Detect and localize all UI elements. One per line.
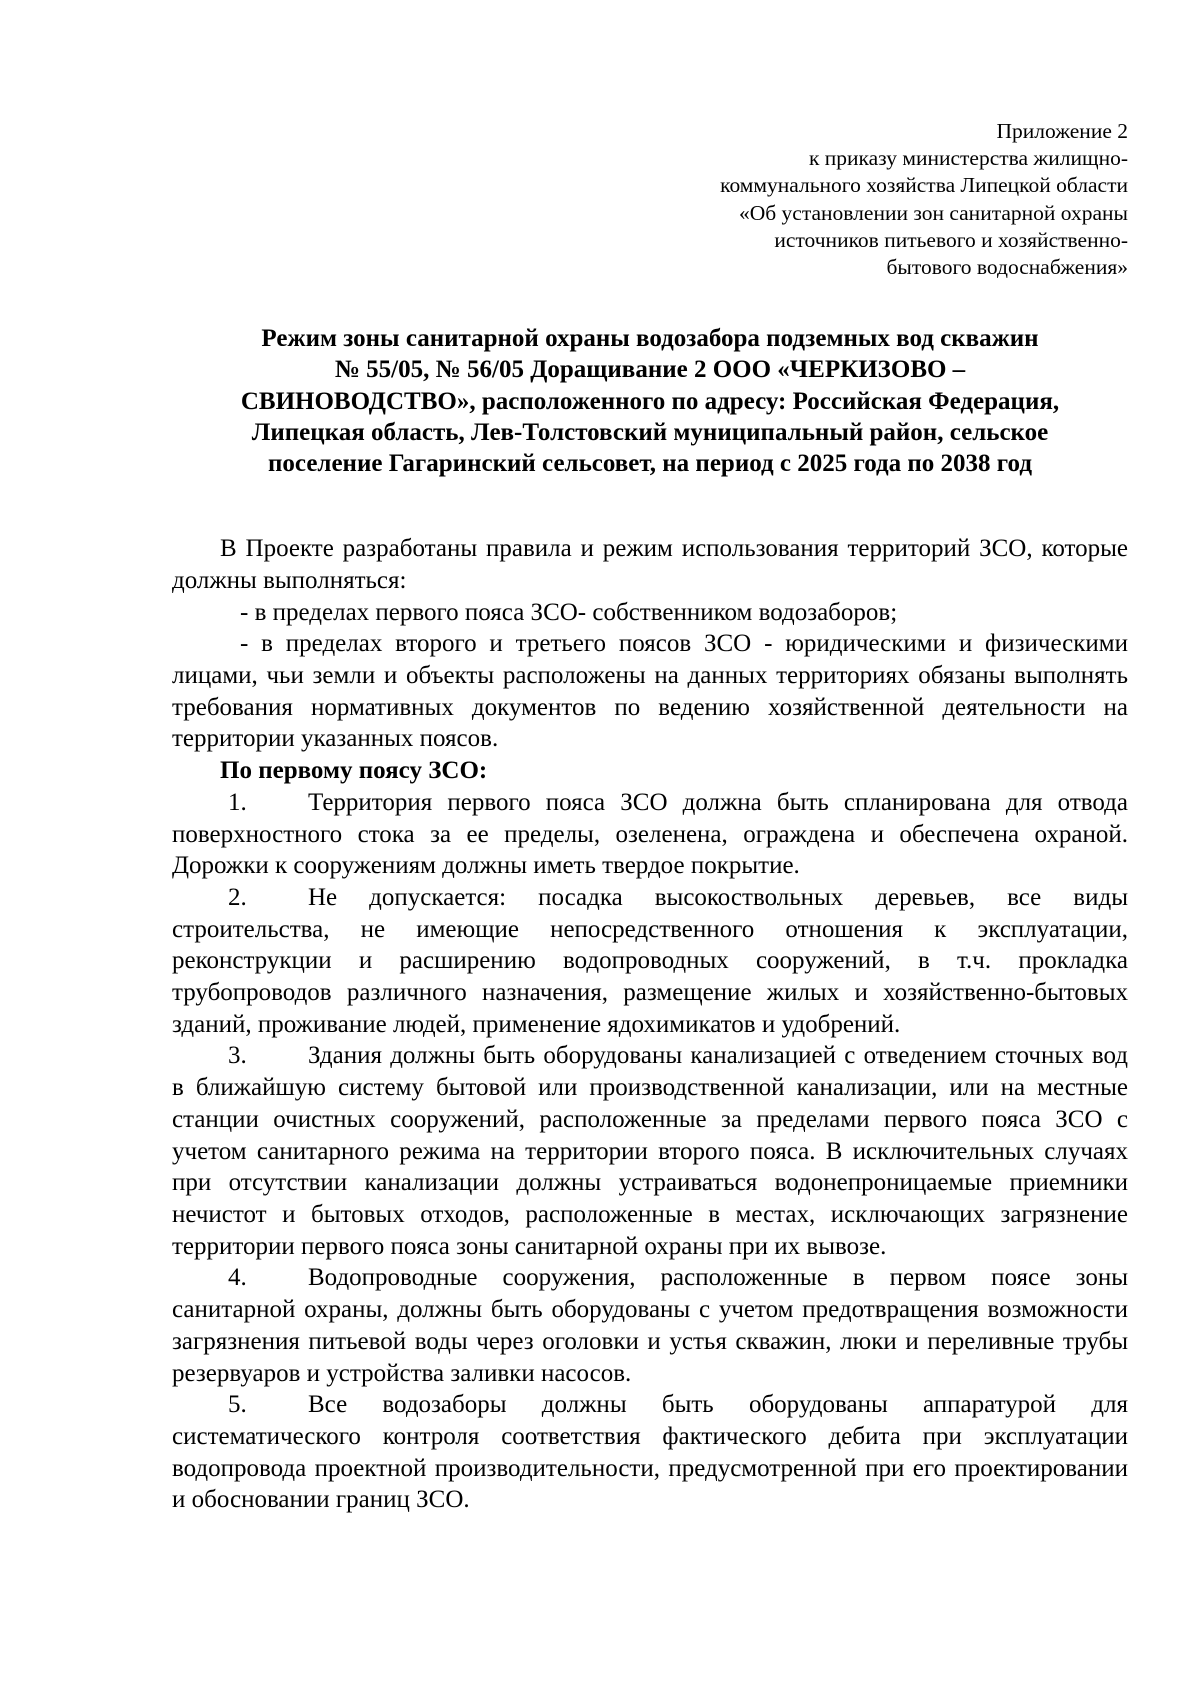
attachment-line: «Об установлении зон санитарной охраны bbox=[738, 200, 1128, 225]
numbered-item bbox=[172, 1262, 1128, 1389]
numbered-item bbox=[172, 882, 1128, 1041]
item-number: 2. bbox=[228, 883, 247, 911]
title-line: Режим зоны санитарной охраны водозабора подземных вод скважин bbox=[261, 325, 1039, 353]
item-text: Здания должны быть оборудованы канализацией с отведением сточных вод в ближайшую систему бытовой или производственной канализации, или на местные станции очистных сооружений, расположенные за пределами первого пояса ЗСО с учетом санитарного режима на территории второго пояса. В исключительных случаях при отсутствии канализации должны устраиваться водонепроницаемые приемники нечистот и бытовых отходов, расположенные в местах, исключающих загрязнение территории первого пояса зоны санитарной охраны при их вывозе. bbox=[172, 1042, 1128, 1260]
item-text: Водопроводные сооружения, расположенные в первом поясе зоны санитарной охраны, должны быть оборудованы с учетом предотвращения возможности загрязнения питьевой воды через оголовки и устья скважин, люки и переливные трубы резервуаров и устройства заливки насосов. bbox=[172, 1264, 1128, 1387]
attachment-line: источников питьевого и хозяйственно- bbox=[774, 227, 1128, 252]
title-line: Липецкая область, Лев-Толстовский муниципальный район, сельское bbox=[251, 418, 1049, 446]
item-number: 5. bbox=[228, 1391, 247, 1419]
title-line: № 55/05, № 56/05 Доращивание 2 ООО «ЧЕРКИЗОВО – bbox=[334, 356, 966, 384]
item-text: Не допускается: посадка высокоствольных деревьев, все виды строительства, не имеющие непосредственного отношения к эксплуатации, реконструкции и расширению водопроводных сооружений, в т.ч. прокладка трубопроводов различного назначения, размещение жилых и хозяйственно-бытовых зданий, проживание людей, применение ядохимикатов и удобрений. bbox=[172, 883, 1128, 1038]
dash-item: - в пределах первого пояса ЗСО- собственником водозаборов; bbox=[240, 598, 898, 626]
item-text: Все водозаборы должны быть оборудованы аппаратурой для систематического контроля соответствия фактического дебита при эксплуатации водопровода проектной производительности, предусмотренной при его проектировании и обосновании границ ЗСО. bbox=[172, 1391, 1128, 1514]
item-text: Территория первого пояса ЗСО должна быть спланирована для отвода поверхностного стока за ее пределы, озеленена, ограждена и обеспечена охраной. Дорожки к сооружениям должны иметь твердое покрытие. bbox=[172, 788, 1128, 880]
numbered-item bbox=[172, 1389, 1128, 1516]
attachment-line: к приказу министерства жилищно- bbox=[808, 146, 1128, 171]
item-number: 4. bbox=[228, 1264, 247, 1292]
title-line: СВИНОВОДСТВО», расположенного по адресу: Российская Федерация, bbox=[240, 387, 1060, 415]
attachment-line: бытового водоснабжения» bbox=[886, 255, 1128, 280]
document-title bbox=[172, 323, 1128, 479]
title-line: поселение Гагаринский сельсовет, на период с 2025 года по 2038 год bbox=[268, 450, 1032, 478]
document-body bbox=[172, 533, 1128, 1516]
numbered-item bbox=[172, 1040, 1128, 1262]
document-page bbox=[172, 118, 1128, 1516]
numbered-item bbox=[172, 787, 1128, 882]
attachment-line: коммунального хозяйства Липецкой области bbox=[720, 173, 1128, 198]
item-number: 3. bbox=[228, 1042, 247, 1070]
section-subheading: По первому поясу ЗСО: bbox=[220, 757, 488, 785]
attachment-line: Приложение 2 bbox=[996, 119, 1128, 143]
item-number: 1. bbox=[228, 788, 247, 816]
attachment-note bbox=[172, 118, 1128, 281]
intro-paragraph: В Проекте разработаны правила и режим использования территорий ЗСО, которые должны выполняться: bbox=[172, 535, 1128, 594]
dash-item: - в пределах второго и третьего поясов ЗСО - юридическими и физическими лицами, чьи земли и объекты расположены на данных территориях обязаны выполнять требования нормативных документов по ведению хозяйственной деятельности на территории указанных поясов. bbox=[172, 630, 1128, 753]
